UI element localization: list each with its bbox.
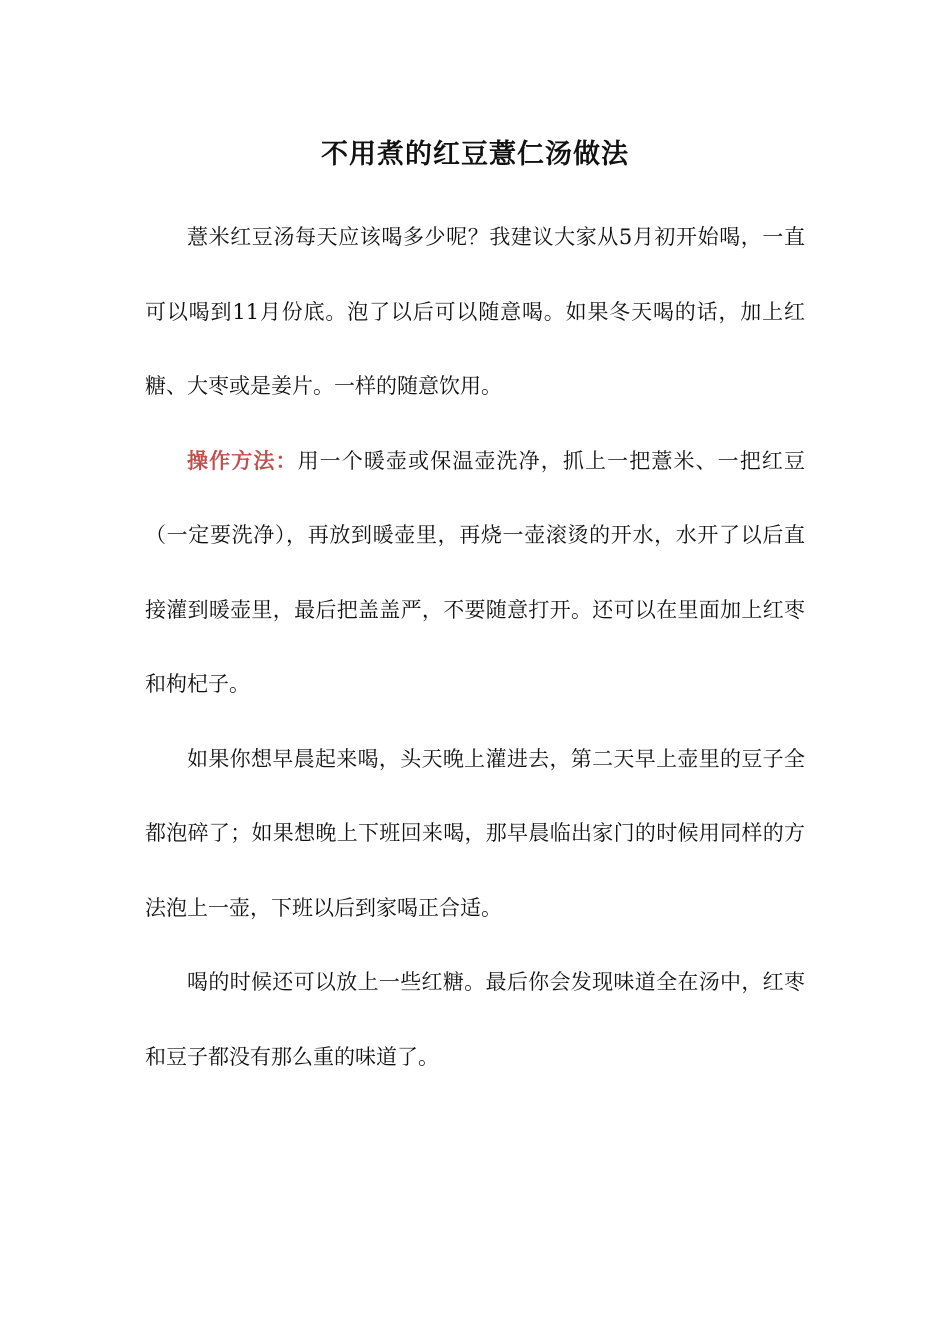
document-body [145,200,805,1094]
paragraph-text: 薏米红豆汤每天应该喝多少呢？我建议大家从5月初开始喝，一直可以喝到11月份底。泡了以后可以随意喝。如果冬天喝的话，加上红糖、大枣或是姜片。一样的随意饮用。 [145,225,805,398]
paragraph-3 [145,722,805,946]
paragraph-4 [145,945,805,1094]
paragraph-text: 如果你想早晨起来喝，头天晚上灌进去，第二天早上壶里的豆子全都泡碎了；如果想晚上下班回来喝，那早晨临出家门的时候用同样的方法泡上一壶，下班以后到家喝正合适。 [145,746,805,920]
paragraph-2 [145,424,805,722]
method-label: 操作方法： [187,447,298,473]
paragraph-text: 喝的时候还可以放上一些红糖。最后你会发现味道全在汤中，红枣和豆子都没有那么重的味道了。 [145,970,805,1069]
paragraph-1 [145,200,805,424]
document-title: 不用煮的红豆薏仁汤做法 [321,139,629,170]
paragraph-text: 用一个暖壶或保温壶洗净，抓上一把薏米、一把红豆（一定要洗净），再放到暖壶里，再烧一壶滚烫的开水，水开了以后直接灌到暖壶里，最后把盖盖严，不要随意打开。还可以在里面加上红枣和枸杞子。 [145,448,806,696]
